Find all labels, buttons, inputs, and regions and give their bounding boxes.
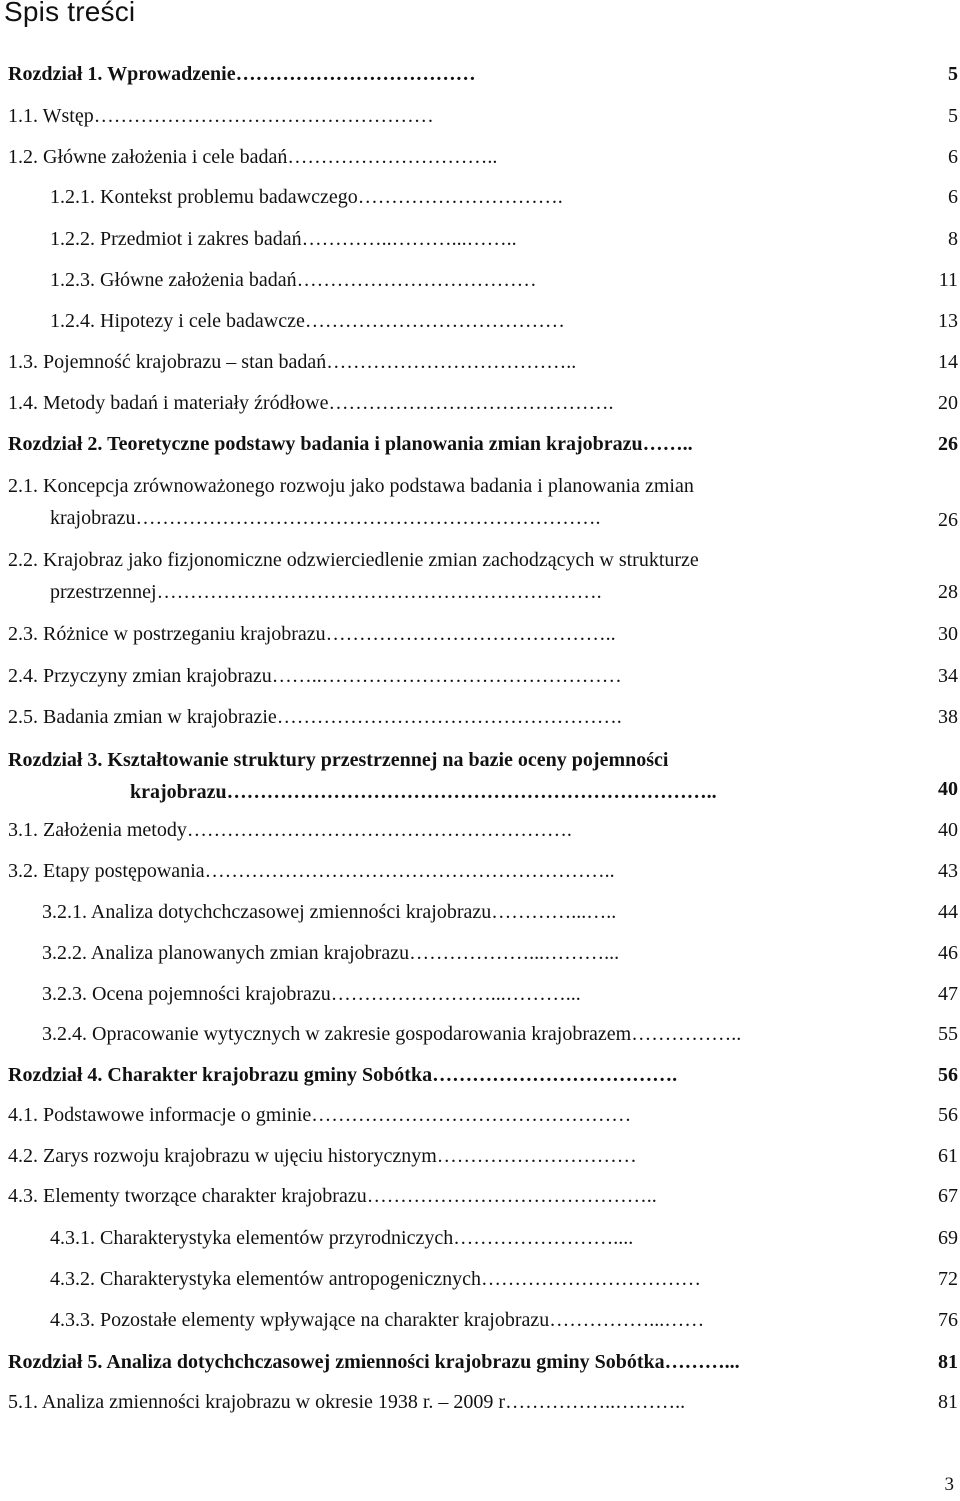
toc-entry-title: 4.2. Zarys rozwoju krajobrazu w ujęciu historycznym………………………… [8, 1145, 637, 1167]
toc-entry-page: 69 [938, 1227, 958, 1249]
toc-entry-title: Rozdział 5. Analiza dotychchczasowej zmienności krajobrazu gminy Sobótka………... [8, 1351, 740, 1373]
toc-entry-title-text: 2.2. Krajobraz jako fizjonomiczne odzwierciedlenie zmian zachodzących w strukturze przestrzennej…………………………………………………………. [8, 549, 699, 603]
toc-entry-page: 55 [938, 1023, 958, 1045]
toc-entry-page: 26 [938, 509, 958, 531]
toc-entry-title: 1.4. Metody badań i materiały źródłowe……………………………………. [8, 392, 614, 414]
toc-entry-title: Rozdział 2. Teoretyczne podstawy badania i planowania zmian krajobrazu…….. [8, 433, 693, 455]
toc-entry-page: 56 [938, 1064, 958, 1086]
toc-entry-title: 3.2.3. Ocena pojemności krajobrazu……………………...………... [42, 983, 581, 1005]
toc-entry-page: 6 [948, 186, 958, 208]
toc-entry-page: 28 [938, 581, 958, 603]
toc-entry-title: 3.2.4. Opracowanie wytycznych w zakresie gospodarowania krajobrazem…………….. [42, 1023, 742, 1045]
toc-entry-page: 34 [938, 665, 958, 687]
toc-title: Spis treści [4, 0, 136, 27]
page-number: 3 [944, 1474, 954, 1495]
toc-entry-title: 3.1. Założenia metody…………………………………………………. [8, 819, 572, 841]
toc-entry-title: 2.4. Przyczyny zmian krajobrazu……..……………………………………… [8, 665, 622, 687]
toc-entry-title: 2.3. Różnice w postrzeganiu krajobrazu…………………………………….. [8, 623, 616, 645]
toc-entry-title [8, 744, 868, 808]
toc-entry-title-text: Rozdział 3. Kształtowanie struktury przestrzennej na bazie oceny pojemności krajobrazu……………………………………………………………….. [8, 749, 717, 803]
toc-entry-title: 4.3.3. Pozostałe elementy wpływające na charakter krajobrazu……………...…… [50, 1309, 705, 1331]
toc-entry-title [8, 544, 868, 608]
toc-entry-page: 61 [938, 1145, 958, 1167]
toc-entry-title: 3.2.2. Analiza planowanych zmian krajobrazu………………...………... [42, 942, 620, 964]
toc-entry-title: 5.1. Analiza zmienności krajobrazu w okresie 1938 r. – 2009 r……………..……….. [8, 1391, 686, 1413]
toc-entry-page: 30 [938, 623, 958, 645]
toc-entry-title: 1.3. Pojemność krajobrazu – stan badań……………………………….. [8, 351, 577, 373]
toc-entry-title: 1.2. Główne założenia i cele badań………………………….. [8, 146, 498, 168]
toc-entry-page: 6 [948, 146, 958, 168]
toc-entry-title: 1.2.2. Przedmiot i zakres badań…………..………...…….. [50, 228, 517, 250]
toc-entry-title: 3.2. Etapy postępowania…………………………………………………….. [8, 860, 615, 882]
toc-entry-page: 8 [948, 228, 958, 250]
toc-entry-page: 81 [938, 1391, 958, 1413]
toc-entry-page: 43 [938, 860, 958, 882]
toc-entry-title: Rozdział 4. Charakter krajobrazu gminy Sobótka………………………………. [8, 1064, 678, 1086]
toc-entry-title: 4.3.1. Charakterystyka elementów przyrodniczych…………………….... [50, 1227, 634, 1249]
toc-entry-title: Rozdział 1. Wprowadzenie……………………………… [8, 63, 476, 85]
toc-entry-title: 1.2.1. Kontekst problemu badawczego…………………………. [50, 186, 563, 208]
toc-entry-title-text: 2.1. Koncepcja zrównoważonego rozwoju jako podstawa badania i planowania zmian krajobrazu……………………………………………………………. [8, 475, 694, 529]
toc-entry-page: 13 [938, 310, 958, 332]
toc-entry-title: 3.2.1. Analiza dotychchczasowej zmienności krajobrazu…………...….. [42, 901, 617, 923]
toc-entry-page: 44 [938, 901, 958, 923]
toc-entry-title: 4.1. Podstawowe informacje o gminie………………………………………… [8, 1104, 632, 1126]
toc-entry-page: 26 [938, 433, 958, 455]
toc-entry-page: 47 [938, 983, 958, 1005]
toc-entry-page: 40 [938, 778, 958, 800]
toc-entry-page: 56 [938, 1104, 958, 1126]
toc-entry-page: 72 [938, 1268, 958, 1290]
toc-entry-title: 1.1. Wstęp…………………………………………… [8, 105, 434, 127]
toc-entry-title: 1.2.4. Hipotezy i cele badawcze………………………………… [50, 310, 565, 332]
toc-entry-title: 4.3.2. Charakterystyka elementów antropogenicznych…………………………… [50, 1268, 701, 1290]
toc-entry-page: 38 [938, 706, 958, 728]
toc-entry-title [8, 470, 868, 534]
toc-entry-page: 5 [948, 105, 958, 127]
toc-entry-page: 81 [938, 1351, 958, 1373]
toc-entry-page: 40 [938, 819, 958, 841]
toc-entry-page: 76 [938, 1309, 958, 1331]
toc-entry-page: 20 [938, 392, 958, 414]
toc-entry-title: 1.2.3. Główne założenia badań……………………………… [50, 269, 537, 291]
toc-entry-page: 67 [938, 1185, 958, 1207]
toc-entry-title: 2.5. Badania zmian w krajobrazie……………………………………………. [8, 706, 622, 728]
toc-entry-page: 11 [938, 269, 958, 291]
toc-entry-page: 46 [938, 942, 958, 964]
toc-entry-title: 4.3. Elementy tworzące charakter krajobrazu…………………………………….. [8, 1185, 657, 1207]
toc-entry-page: 5 [948, 63, 958, 85]
toc-entry-page: 14 [938, 351, 958, 373]
